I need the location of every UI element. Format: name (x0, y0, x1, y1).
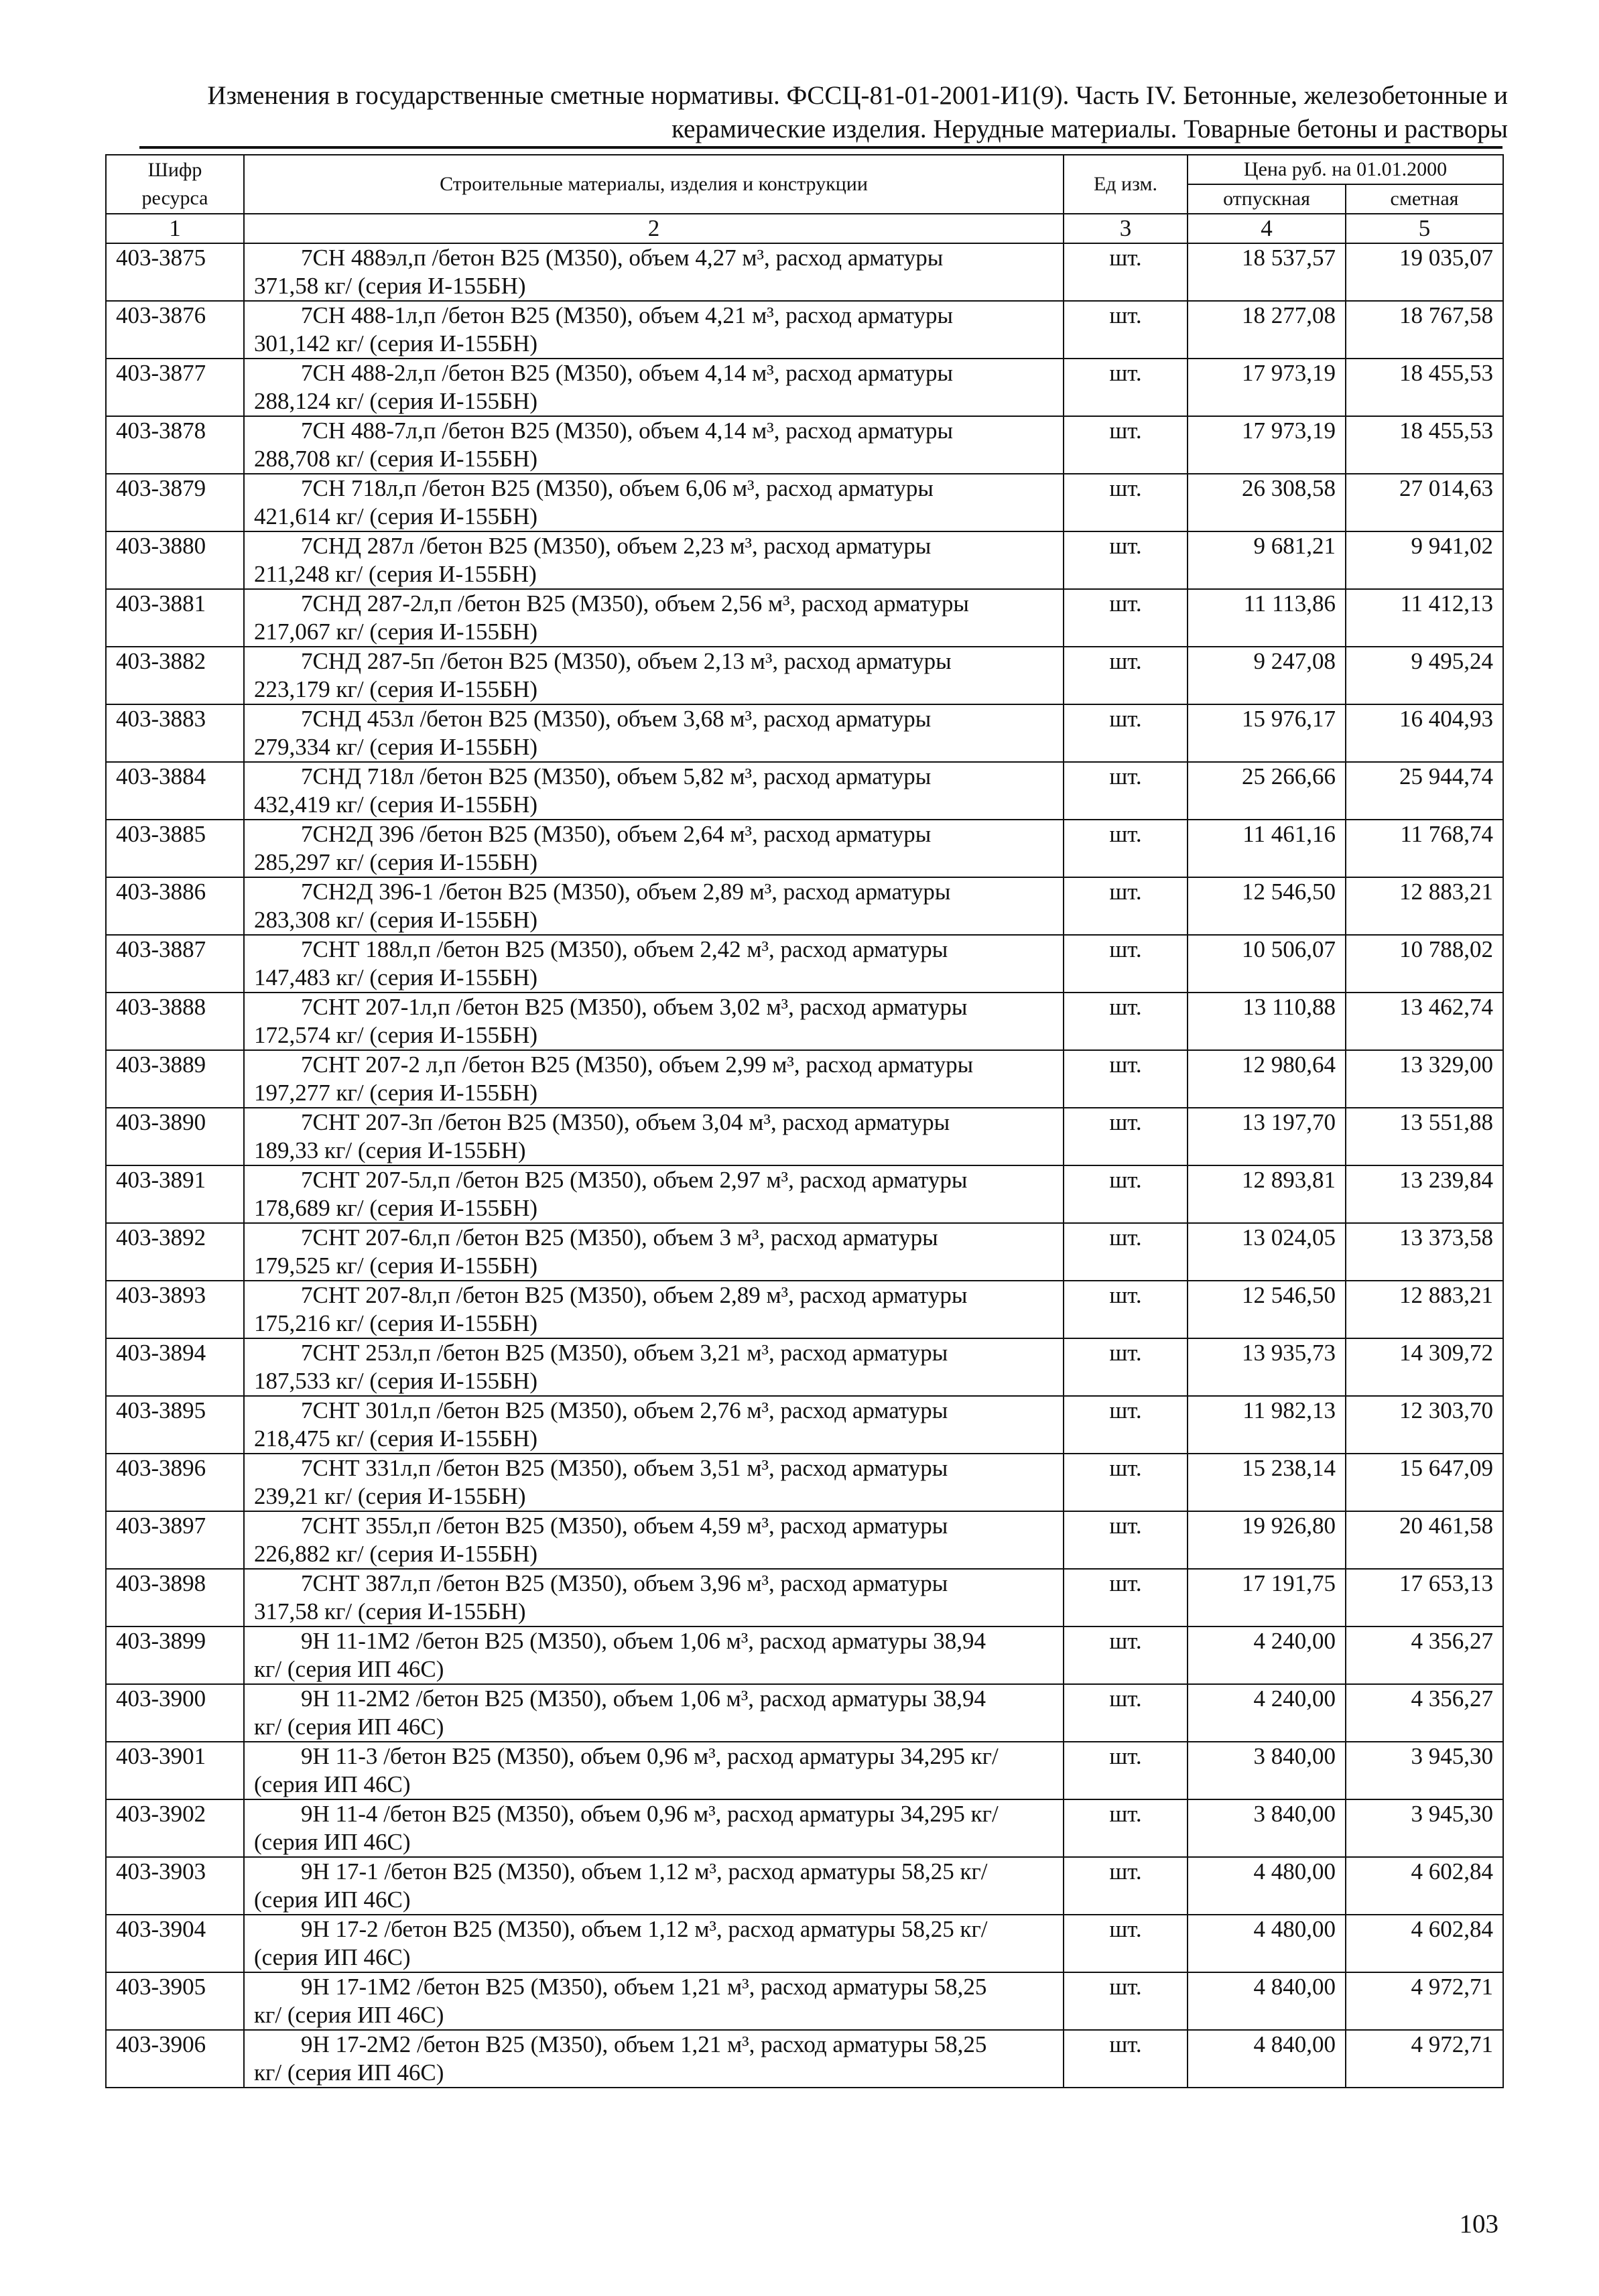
estimate-price-cell: 3 945,30 (1346, 1799, 1503, 1857)
release-price-cell: 13 197,70 (1188, 1108, 1346, 1165)
resource-description-cell (244, 1799, 1064, 1857)
resource-code-cell: 403-3884 (106, 762, 244, 820)
resource-code-cell: 403-3892 (106, 1223, 244, 1281)
unit-cell: шт. (1064, 1108, 1188, 1165)
description-line-2: 301,142 кг/ (серия И-155БН) (254, 330, 538, 357)
column-number: 1 (106, 214, 244, 243)
description-line-2: 211,248 кг/ (серия И-155БН) (254, 561, 537, 587)
release-price-cell: 17 973,19 (1188, 416, 1346, 474)
estimate-price-cell: 4 356,27 (1346, 1627, 1503, 1684)
resource-description-cell (244, 1223, 1064, 1281)
description-line-2: 178,689 кг/ (серия И-155БН) (254, 1195, 538, 1221)
resource-code-cell: 403-3899 (106, 1627, 244, 1684)
unit-cell: шт. (1064, 243, 1188, 301)
description-line-1: 7СН 488эл,п /бетон В25 (М350), объем 4,27 м³, расход арматуры (301, 245, 944, 271)
release-price-cell: 12 546,50 (1188, 1281, 1346, 1338)
release-price-cell: 17 191,75 (1188, 1569, 1346, 1627)
description-line-2: 371,58 кг/ (серия И-155БН) (254, 273, 526, 299)
unit-cell: шт. (1064, 1972, 1188, 2030)
estimate-price-cell: 4 972,71 (1346, 2030, 1503, 2088)
table-body (106, 243, 1503, 2088)
description-line-2: (серия ИП 46С) (254, 1887, 411, 1913)
resource-code-cell: 403-3897 (106, 1511, 244, 1569)
estimate-price-cell: 18 455,53 (1346, 359, 1503, 416)
description-line-2: 187,533 кг/ (серия И-155БН) (254, 1368, 538, 1394)
resource-code-cell: 403-3905 (106, 1972, 244, 2030)
estimate-price-cell: 16 404,93 (1346, 704, 1503, 762)
estimate-price-cell: 20 461,58 (1346, 1511, 1503, 1569)
unit-cell: шт. (1064, 589, 1188, 647)
unit-cell: шт. (1064, 474, 1188, 531)
table-row (106, 1972, 1503, 2030)
description-line-2: 432,419 кг/ (серия И-155БН) (254, 791, 538, 818)
estimate-price-cell: 13 329,00 (1346, 1050, 1503, 1108)
description-line-2: кг/ (серия ИП 46С) (254, 1656, 444, 1682)
table-row (106, 2030, 1503, 2088)
page-header (101, 79, 1508, 146)
table-row (106, 993, 1503, 1050)
table-row (106, 359, 1503, 416)
resource-code-cell: 403-3887 (106, 935, 244, 993)
description-line-1: 7СНТ 387л,п /бетон В25 (М350), объем 3,96 м³, расход арматуры (301, 1570, 948, 1596)
resource-code-cell: 403-3903 (106, 1857, 244, 1915)
unit-cell: шт. (1064, 704, 1188, 762)
release-price-cell: 10 506,07 (1188, 935, 1346, 993)
resource-code-cell: 403-3896 (106, 1454, 244, 1511)
release-price-cell: 9 247,08 (1188, 647, 1346, 704)
release-price-cell: 11 461,16 (1188, 820, 1346, 877)
resource-code-cell: 403-3890 (106, 1108, 244, 1165)
table-row (106, 589, 1503, 647)
release-price-cell: 11 113,86 (1188, 589, 1346, 647)
description-line-1: 9Н 17-1 /бетон В25 (М350), объем 1,12 м³, расход арматуры 58,25 кг/ (301, 1858, 988, 1885)
table-row (106, 704, 1503, 762)
description-line-2: (серия ИП 46С) (254, 1771, 411, 1797)
resource-code-cell: 403-3894 (106, 1338, 244, 1396)
resource-description-cell (244, 1454, 1064, 1511)
description-line-1: 7СНТ 207-5л,п /бетон В25 (М350), объем 2,97 м³, расход арматуры (301, 1167, 968, 1193)
table-row (106, 762, 1503, 820)
resource-code-cell: 403-3883 (106, 704, 244, 762)
description-line-2: кг/ (серия ИП 46С) (254, 2002, 444, 2028)
release-price-cell: 11 982,13 (1188, 1396, 1346, 1454)
unit-cell: шт. (1064, 1627, 1188, 1684)
unit-cell: шт. (1064, 1511, 1188, 1569)
header-row (106, 155, 1503, 184)
estimate-price-cell: 25 944,74 (1346, 762, 1503, 820)
unit-cell: шт. (1064, 1799, 1188, 1857)
resource-description-cell (244, 1857, 1064, 1915)
resource-description-cell (244, 820, 1064, 877)
resource-code-cell: 403-3906 (106, 2030, 244, 2088)
table-row (106, 1684, 1503, 1742)
table-row (106, 1223, 1503, 1281)
resource-code-cell: 403-3879 (106, 474, 244, 531)
resource-description-cell (244, 935, 1064, 993)
unit-cell: шт. (1064, 1338, 1188, 1396)
resource-code-cell: 403-3889 (106, 1050, 244, 1108)
resource-code-cell: 403-3878 (106, 416, 244, 474)
resource-description-cell (244, 474, 1064, 531)
resource-description-cell (244, 1684, 1064, 1742)
description-line-2: 197,277 кг/ (серия И-155БН) (254, 1080, 538, 1106)
unit-cell: шт. (1064, 1223, 1188, 1281)
resource-description-cell (244, 762, 1064, 820)
table-row (106, 531, 1503, 589)
unit-cell: шт. (1064, 1684, 1188, 1742)
table-row (106, 1742, 1503, 1799)
description-line-2: (серия ИП 46С) (254, 1829, 411, 1855)
description-line-2: кг/ (серия ИП 46С) (254, 1714, 444, 1740)
estimate-price-cell: 15 647,09 (1346, 1454, 1503, 1511)
description-line-1: 7СНД 287л /бетон В25 (М350), объем 2,23 м³, расход арматуры (301, 533, 932, 559)
description-line-2: 317,58 кг/ (серия И-155БН) (254, 1598, 526, 1624)
description-line-1: 9Н 17-2М2 /бетон В25 (М350), объем 1,21 м³, расход арматуры 58,25 (301, 2031, 987, 2057)
description-line-2: 189,33 кг/ (серия И-155БН) (254, 1137, 526, 1163)
release-price-cell: 18 277,08 (1188, 301, 1346, 359)
unit-cell: шт. (1064, 1050, 1188, 1108)
table-row (106, 1050, 1503, 1108)
estimate-price-cell: 18 455,53 (1346, 416, 1503, 474)
release-price-cell: 17 973,19 (1188, 359, 1346, 416)
estimate-price-cell: 4 602,84 (1346, 1915, 1503, 1972)
resource-description-cell (244, 647, 1064, 704)
description-line-1: 7СНТ 188л,п /бетон В25 (М350), объем 2,42 м³, расход арматуры (301, 936, 948, 962)
description-line-1: 9Н 11-3 /бетон В25 (М350), объем 0,96 м³, расход арматуры 34,295 кг/ (301, 1743, 999, 1769)
resource-description-cell (244, 1915, 1064, 1972)
description-line-2: 217,067 кг/ (серия И-155БН) (254, 619, 538, 645)
estimate-price-cell: 18 767,58 (1346, 301, 1503, 359)
table-row (106, 647, 1503, 704)
estimate-price-cell: 12 303,70 (1346, 1396, 1503, 1454)
release-price-cell: 12 980,64 (1188, 1050, 1346, 1108)
estimate-price-cell: 27 014,63 (1346, 474, 1503, 531)
description-line-2: 279,334 кг/ (серия И-155БН) (254, 734, 538, 760)
table-row (106, 1281, 1503, 1338)
unit-cell: шт. (1064, 820, 1188, 877)
release-price-cell: 13 935,73 (1188, 1338, 1346, 1396)
resource-description-cell (244, 1569, 1064, 1627)
col-header-unit: Ед изм. (1064, 155, 1188, 214)
description-line-2: 179,525 кг/ (серия И-155БН) (254, 1253, 538, 1279)
column-number-row (106, 214, 1503, 243)
resource-code-cell: 403-3900 (106, 1684, 244, 1742)
description-line-1: 9Н 17-2 /бетон В25 (М350), объем 1,12 м³, расход арматуры 58,25 кг/ (301, 1916, 988, 1942)
resource-description-cell (244, 1627, 1064, 1684)
unit-cell: шт. (1064, 301, 1188, 359)
description-line-1: 9Н 11-2М2 /бетон В25 (М350), объем 1,06 м³, расход арматуры 38,94 (301, 1685, 986, 1712)
resource-description-cell (244, 1511, 1064, 1569)
estimate-price-cell: 3 945,30 (1346, 1742, 1503, 1799)
resource-code-cell: 403-3893 (106, 1281, 244, 1338)
description-line-1: 7СНТ 355л,п /бетон В25 (М350), объем 4,59 м³, расход арматуры (301, 1513, 948, 1539)
estimate-price-cell: 11 768,74 (1346, 820, 1503, 877)
resource-code-cell: 403-3901 (106, 1742, 244, 1799)
resource-code-cell: 403-3885 (106, 820, 244, 877)
resource-description-cell (244, 1742, 1064, 1799)
unit-cell: шт. (1064, 935, 1188, 993)
description-line-2: 218,475 кг/ (серия И-155БН) (254, 1425, 538, 1452)
unit-cell: шт. (1064, 1742, 1188, 1799)
table-row (106, 1454, 1503, 1511)
header-line-1: Изменения в государственные сметные нормативы. ФССЦ-81-01-2001-И1(9). Часть IV. Бетонные, железобетонные и (207, 81, 1508, 110)
estimate-price-cell: 13 462,74 (1346, 993, 1503, 1050)
release-price-cell: 3 840,00 (1188, 1799, 1346, 1857)
unit-cell: шт. (1064, 762, 1188, 820)
table-row (106, 1915, 1503, 1972)
description-line-2: 175,216 кг/ (серия И-155БН) (254, 1310, 538, 1336)
description-line-2: 147,483 кг/ (серия И-155БН) (254, 964, 538, 991)
release-price-cell: 15 238,14 (1188, 1454, 1346, 1511)
description-line-2: 288,124 кг/ (серия И-155БН) (254, 388, 538, 414)
release-price-cell: 15 976,17 (1188, 704, 1346, 762)
resource-description-cell (244, 301, 1064, 359)
description-line-1: 7СН2Д 396 /бетон В25 (М350), объем 2,64 м³, расход арматуры (301, 821, 932, 847)
estimate-price-cell: 4 972,71 (1346, 1972, 1503, 2030)
description-line-1: 7СН 718л,п /бетон В25 (М350), объем 6,06 м³, расход арматуры (301, 475, 934, 501)
unit-cell: шт. (1064, 1915, 1188, 1972)
estimate-price-cell: 4 602,84 (1346, 1857, 1503, 1915)
description-line-2: 239,21 кг/ (серия И-155БН) (254, 1483, 526, 1509)
resource-description-cell (244, 1972, 1064, 2030)
description-line-1: 9Н 17-1М2 /бетон В25 (М350), объем 1,21 м³, расход арматуры 58,25 (301, 1974, 987, 2000)
resource-description-cell (244, 1108, 1064, 1165)
release-price-cell: 3 840,00 (1188, 1742, 1346, 1799)
table-row (106, 301, 1503, 359)
table-row (106, 1511, 1503, 1569)
table-row (106, 1857, 1503, 1915)
release-price-cell: 19 926,80 (1188, 1511, 1346, 1569)
resource-description-cell (244, 589, 1064, 647)
description-line-1: 7СН2Д 396-1 /бетон В25 (М350), объем 2,89 м³, расход арматуры (301, 879, 951, 905)
unit-cell: шт. (1064, 1569, 1188, 1627)
estimate-price-cell: 14 309,72 (1346, 1338, 1503, 1396)
column-number: 2 (244, 214, 1064, 243)
description-line-2: 421,614 кг/ (серия И-155БН) (254, 503, 538, 529)
resource-code-cell: 403-3891 (106, 1165, 244, 1223)
description-line-1: 7СНД 718л /бетон В25 (М350), объем 5,82 м³, расход арматуры (301, 763, 932, 789)
resource-code-cell: 403-3886 (106, 877, 244, 935)
description-line-2: 223,179 кг/ (серия И-155БН) (254, 676, 538, 702)
description-line-1: 7СНД 287-2л,п /бетон В25 (М350), объем 2,56 м³, расход арматуры (301, 590, 969, 617)
description-line-1: 9Н 11-4 /бетон В25 (М350), объем 0,96 м³, расход арматуры 34,295 кг/ (301, 1801, 999, 1827)
description-line-1: 7СНД 453л /бетон В25 (М350), объем 3,68 м³, расход арматуры (301, 706, 932, 732)
col-header-release: отпускная (1188, 184, 1346, 214)
description-line-1: 7СНТ 331л,п /бетон В25 (М350), объем 3,51 м³, расход арматуры (301, 1455, 948, 1481)
estimate-price-cell: 9 941,02 (1346, 531, 1503, 589)
description-line-1: 7СН 488-2л,п /бетон В25 (М350), объем 4,14 м³, расход арматуры (301, 360, 953, 386)
table-row (106, 416, 1503, 474)
resource-code-cell: 403-3882 (106, 647, 244, 704)
resource-description-cell (244, 359, 1064, 416)
estimate-price-cell: 9 495,24 (1346, 647, 1503, 704)
resource-code-cell: 403-3877 (106, 359, 244, 416)
release-price-cell: 4 840,00 (1188, 1972, 1346, 2030)
table-row (106, 820, 1503, 877)
unit-cell: шт. (1064, 993, 1188, 1050)
resource-description-cell (244, 1396, 1064, 1454)
resource-description-cell (244, 704, 1064, 762)
column-number: 4 (1188, 214, 1346, 243)
description-line-1: 7СНТ 207-1л,п /бетон В25 (М350), объем 3,02 м³, расход арматуры (301, 994, 968, 1020)
resource-code-cell: 403-3888 (106, 993, 244, 1050)
release-price-cell: 13 110,88 (1188, 993, 1346, 1050)
unit-cell: шт. (1064, 1396, 1188, 1454)
description-line-1: 7СНТ 207-6л,п /бетон В25 (М350), объем 3 м³, расход арматуры (301, 1224, 938, 1251)
resource-description-cell (244, 1281, 1064, 1338)
estimate-price-cell: 13 239,84 (1346, 1165, 1503, 1223)
release-price-cell: 25 266,66 (1188, 762, 1346, 820)
unit-cell: шт. (1064, 647, 1188, 704)
resource-description-cell (244, 877, 1064, 935)
unit-cell: шт. (1064, 2030, 1188, 2088)
release-price-cell: 4 240,00 (1188, 1684, 1346, 1742)
table-row (106, 1799, 1503, 1857)
resource-code-cell: 403-3898 (106, 1569, 244, 1627)
resource-description-cell (244, 1165, 1064, 1223)
description-line-2: (серия ИП 46С) (254, 1944, 411, 1970)
resource-description-cell (244, 1338, 1064, 1396)
estimate-price-cell: 12 883,21 (1346, 1281, 1503, 1338)
header-divider (139, 146, 1502, 149)
unit-cell: шт. (1064, 531, 1188, 589)
unit-cell: шт. (1064, 1857, 1188, 1915)
estimate-price-cell: 12 883,21 (1346, 877, 1503, 935)
table-row (106, 1108, 1503, 1165)
resource-code-cell: 403-3902 (106, 1799, 244, 1857)
release-price-cell: 4 480,00 (1188, 1857, 1346, 1915)
description-line-1: 7СН 488-1л,п /бетон В25 (М350), объем 4,21 м³, расход арматуры (301, 302, 953, 328)
description-line-1: 7СНТ 253л,п /бетон В25 (М350), объем 3,21 м³, расход арматуры (301, 1340, 948, 1366)
page-number: 103 (1459, 2210, 1498, 2238)
description-line-1: 7СНД 287-5п /бетон В25 (М350), объем 2,13 м³, расход арматуры (301, 648, 952, 674)
resource-code-cell: 403-3875 (106, 243, 244, 301)
unit-cell: шт. (1064, 877, 1188, 935)
table-row (106, 877, 1503, 935)
estimate-price-cell: 4 356,27 (1346, 1684, 1503, 1742)
column-number: 3 (1064, 214, 1188, 243)
resource-code-cell: 403-3881 (106, 589, 244, 647)
release-price-cell: 12 893,81 (1188, 1165, 1346, 1223)
resource-description-cell (244, 2030, 1064, 2088)
col-header-code: Шифр ресурса (106, 155, 244, 214)
estimate-price-cell: 17 653,13 (1346, 1569, 1503, 1627)
resource-description-cell (244, 243, 1064, 301)
estimate-price-cell: 13 373,58 (1346, 1223, 1503, 1281)
col-header-name: Строительные материалы, изделия и конструкции (244, 155, 1064, 214)
table-row (106, 1627, 1503, 1684)
resource-code-cell: 403-3880 (106, 531, 244, 589)
unit-cell: шт. (1064, 1165, 1188, 1223)
unit-cell: шт. (1064, 1454, 1188, 1511)
col-header-price: Цена руб. на 01.01.2000 (1188, 155, 1503, 184)
release-price-cell: 18 537,57 (1188, 243, 1346, 301)
description-line-2: 285,297 кг/ (серия И-155БН) (254, 849, 538, 875)
description-line-2: кг/ (серия ИП 46С) (254, 2059, 444, 2086)
column-number: 5 (1346, 214, 1503, 243)
resource-description-cell (244, 993, 1064, 1050)
description-line-1: 7СНТ 207-3п /бетон В25 (М350), объем 3,04 м³, расход арматуры (301, 1109, 950, 1135)
release-price-cell: 4 240,00 (1188, 1627, 1346, 1684)
description-line-1: 7СН 488-7л,п /бетон В25 (М350), объем 4,14 м³, расход арматуры (301, 418, 953, 444)
resource-table (105, 154, 1504, 2088)
table-row (106, 935, 1503, 993)
table-row (106, 1165, 1503, 1223)
estimate-price-cell: 10 788,02 (1346, 935, 1503, 993)
unit-cell: шт. (1064, 359, 1188, 416)
description-line-2: 283,308 кг/ (серия И-155БН) (254, 907, 538, 933)
table-row (106, 243, 1503, 301)
header-line-2: керамические изделия. Нерудные материалы. Товарные бетоны и растворы (671, 115, 1508, 143)
description-line-2: 172,574 кг/ (серия И-155БН) (254, 1022, 538, 1048)
description-line-1: 7СНТ 207-2 л,п /бетон В25 (М350), объем 2,99 м³, расход арматуры (301, 1051, 974, 1078)
resource-description-cell (244, 1050, 1064, 1108)
table-row (106, 1569, 1503, 1627)
estimate-price-cell: 13 551,88 (1346, 1108, 1503, 1165)
col-header-estimate: сметная (1346, 184, 1503, 214)
table-row (106, 1338, 1503, 1396)
description-line-2: 288,708 кг/ (серия И-155БН) (254, 446, 538, 472)
resource-description-cell (244, 416, 1064, 474)
description-line-2: 226,882 кг/ (серия И-155БН) (254, 1541, 538, 1567)
table-row (106, 1396, 1503, 1454)
description-line-1: 9Н 11-1М2 /бетон В25 (М350), объем 1,06 м³, расход арматуры 38,94 (301, 1628, 986, 1654)
description-line-1: 7СНТ 207-8л,п /бетон В25 (М350), объем 2,89 м³, расход арматуры (301, 1282, 968, 1308)
estimate-price-cell: 19 035,07 (1346, 243, 1503, 301)
table-row (106, 474, 1503, 531)
resource-code-cell: 403-3895 (106, 1396, 244, 1454)
release-price-cell: 9 681,21 (1188, 531, 1346, 589)
release-price-cell: 4 480,00 (1188, 1915, 1346, 1972)
release-price-cell: 12 546,50 (1188, 877, 1346, 935)
release-price-cell: 4 840,00 (1188, 2030, 1346, 2088)
estimate-price-cell: 11 412,13 (1346, 589, 1503, 647)
unit-cell: шт. (1064, 416, 1188, 474)
unit-cell: шт. (1064, 1281, 1188, 1338)
description-line-1: 7СНТ 301л,п /бетон В25 (М350), объем 2,76 м³, расход арматуры (301, 1397, 948, 1423)
release-price-cell: 13 024,05 (1188, 1223, 1346, 1281)
resource-description-cell (244, 531, 1064, 589)
resource-code-cell: 403-3876 (106, 301, 244, 359)
release-price-cell: 26 308,58 (1188, 474, 1346, 531)
resource-code-cell: 403-3904 (106, 1915, 244, 1972)
